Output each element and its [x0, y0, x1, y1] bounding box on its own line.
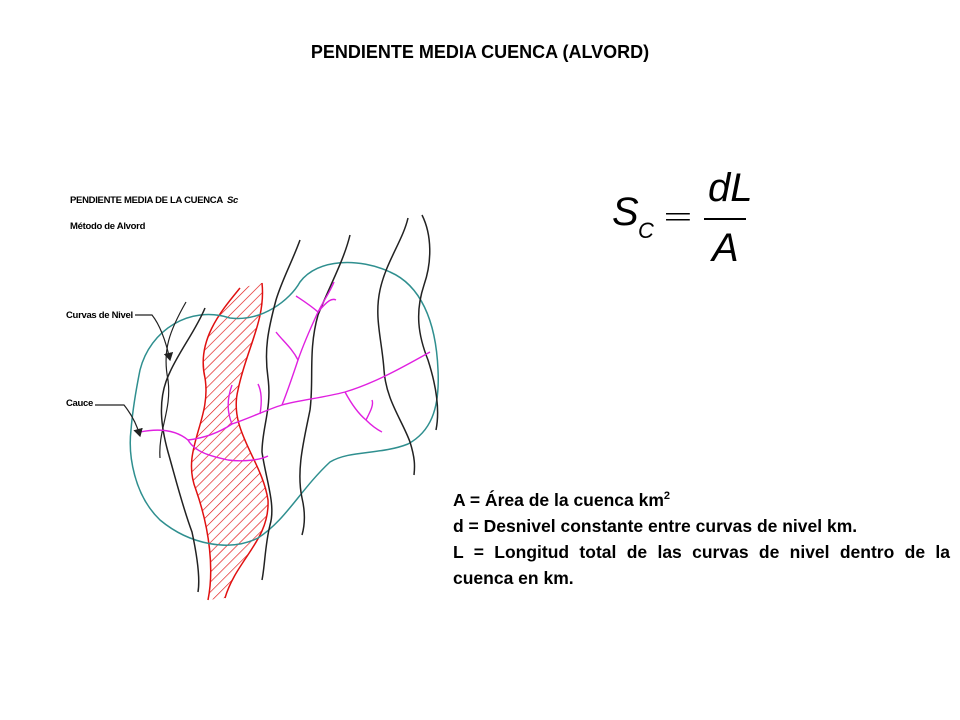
definition-contour-length: L = Longitud total de las curvas de nivel dentro de la cuenca en km. [453, 542, 950, 588]
definitions [453, 487, 950, 591]
slope-formula [600, 160, 760, 280]
formula-numerator: dL [708, 166, 753, 210]
definition-elevation-difference: d = Desnivel constante entre curvas de nivel km. [453, 516, 858, 536]
contours-label: Curvas de Nivel [66, 310, 133, 321]
formula-equals: = [662, 194, 694, 238]
contour-line [300, 235, 350, 535]
page-title: PENDIENTE MEDIA CUENCA (ALVORD) [310, 42, 650, 62]
channel-label: Cauce [66, 398, 94, 409]
formula-denominator: A [712, 226, 739, 270]
diagram-subheading: Método de Alvord [70, 221, 146, 232]
channel-network [140, 282, 430, 461]
formula-lhs: S [612, 190, 639, 234]
contour-line [419, 215, 438, 430]
fraction-bar [704, 218, 746, 220]
formula-lhs-subscript: C [638, 218, 654, 243]
definition-area: A = Área de la cuenca $km^2$ [453, 490, 671, 510]
diagram-heading: PENDIENTE MEDIA DE LA CUENCA Sc [70, 195, 238, 206]
contours-leader-arrow [135, 315, 170, 360]
contour-line [378, 218, 415, 475]
